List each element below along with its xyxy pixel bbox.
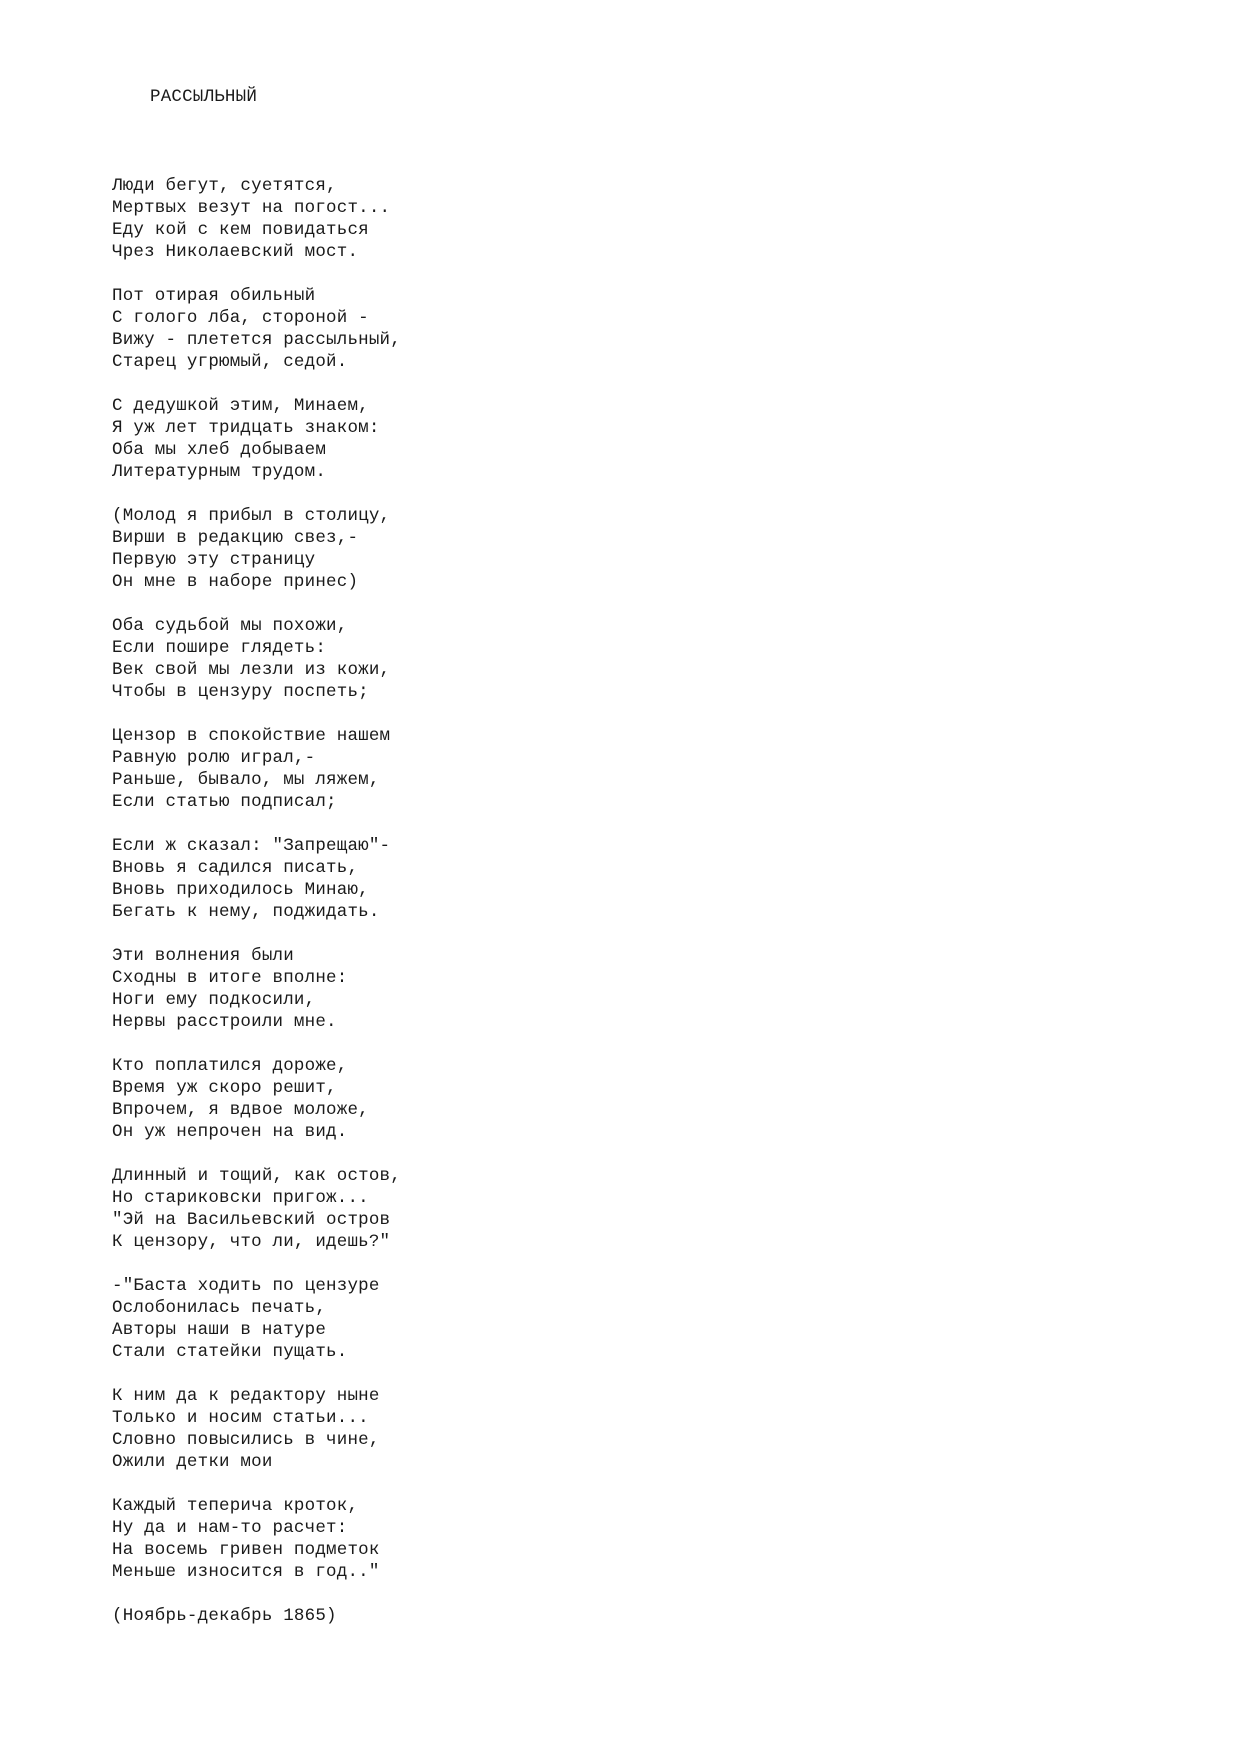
poem-line: Чтобы в цензуру поспеть; (112, 682, 369, 702)
poem-line: (Молод я прибыл в столицу, (112, 506, 391, 526)
poem-line: Литературным трудом. (112, 462, 327, 482)
poem-line: Время уж скоро решит, (112, 1078, 337, 1098)
poem-line: Эти волнения были (112, 946, 294, 966)
stanza (112, 1385, 1112, 1473)
poem-line: Авторы наши в натуре (112, 1320, 327, 1340)
poem-line: Пот отирая обильный (112, 286, 316, 306)
stanza (112, 945, 1112, 1033)
stanza (112, 175, 1112, 263)
poem-line: Вновь я садился писать, (112, 858, 359, 878)
poem-line: Каждый теперича кроток, (112, 1496, 359, 1516)
poem-line: Ожили детки мои (112, 1452, 273, 1472)
poem-line: Вновь приходилось Минаю, (112, 880, 369, 900)
poem-date: (Ноябрь-декабрь 1865) (112, 1606, 337, 1626)
poem-line: Меньше износится в год.." (112, 1562, 380, 1582)
poem-line: С голого лба, стороной - (112, 308, 369, 328)
poem-line: Кто поплатился дороже, (112, 1056, 348, 1076)
poem-line: Я уж лет тридцать знаком: (112, 418, 380, 438)
stanza (112, 725, 1112, 813)
poem-line: Только и носим статьи... (112, 1408, 369, 1428)
poem-line: Равную ролю играл,- (112, 748, 316, 768)
poem-line: Он мне в наборе принес) (112, 572, 359, 592)
poem-line: Словно повысились в чине, (112, 1430, 380, 1450)
poem-line: Бегать к нему, поджидать. (112, 902, 380, 922)
stanza (112, 1165, 1112, 1253)
poem-line: Ноги ему подкосили, (112, 990, 316, 1010)
poem-line: Люди бегут, суетятся, (112, 176, 337, 196)
stanza (112, 1055, 1112, 1143)
stanza (112, 285, 1112, 373)
poem-line: Чрез Николаевский мост. (112, 242, 359, 262)
poem-title: РАССЫЛЬНЫЙ (150, 87, 258, 107)
stanza (112, 615, 1112, 703)
poem-line: Впрочем, я вдвое моложе, (112, 1100, 369, 1120)
poem-line: Ну да и нам-то расчет: (112, 1518, 348, 1538)
poem-line: "Эй на Васильевский остров (112, 1210, 391, 1230)
poem-line: Сходны в итоге вполне: (112, 968, 348, 988)
poem-line: С дедушкой этим, Минаем, (112, 396, 369, 416)
stanza (112, 395, 1112, 483)
poem-line: Он уж непрочен на вид. (112, 1122, 348, 1142)
stanza (112, 1275, 1112, 1363)
poem-line: Первую эту страницу (112, 550, 316, 570)
poem-line: Если пошире глядеть: (112, 638, 327, 658)
poem-line: Длинный и тощий, как остов, (112, 1166, 401, 1186)
poem-line: К ним да к редактору ныне (112, 1386, 380, 1406)
poem-line: Если ж сказал: "Запрещаю"- (112, 836, 391, 856)
poem-line: Стали статейки пущать. (112, 1342, 348, 1362)
poem-line: Оба мы хлеб добываем (112, 440, 327, 460)
poem-line: На восемь гривен подметок (112, 1540, 380, 1560)
poem-line: Вирши в редакцию свез,- (112, 528, 359, 548)
poem-line: Вижу - плетется рассыльный, (112, 330, 401, 350)
poem-line: Ослобонилась печать, (112, 1298, 327, 1318)
poem-line: Еду кой с кем повидаться (112, 220, 369, 240)
poem-line: Но стариковски пригож... (112, 1188, 369, 1208)
poem-line: Мертвых везут на погост... (112, 198, 391, 218)
poem-line: -"Баста ходить по цензуре (112, 1276, 380, 1296)
poem-line: К цензору, что ли, идешь?" (112, 1232, 391, 1252)
poem-line: Старец угрюмый, седой. (112, 352, 348, 372)
poem-line: Век свой мы лезли из кожи, (112, 660, 391, 680)
stanza (112, 1495, 1112, 1583)
stanza (112, 835, 1112, 923)
poem-line: Нервы расстроили мне. (112, 1012, 337, 1032)
stanza (112, 505, 1112, 593)
poem-line: Оба судьбой мы похожи, (112, 616, 348, 636)
poem-line: Цензор в спокойствие нашем (112, 726, 391, 746)
poem-body (112, 175, 1112, 1627)
poem-line: Раньше, бывало, мы ляжем, (112, 770, 380, 790)
poem-line: Если статью подписал; (112, 792, 337, 812)
